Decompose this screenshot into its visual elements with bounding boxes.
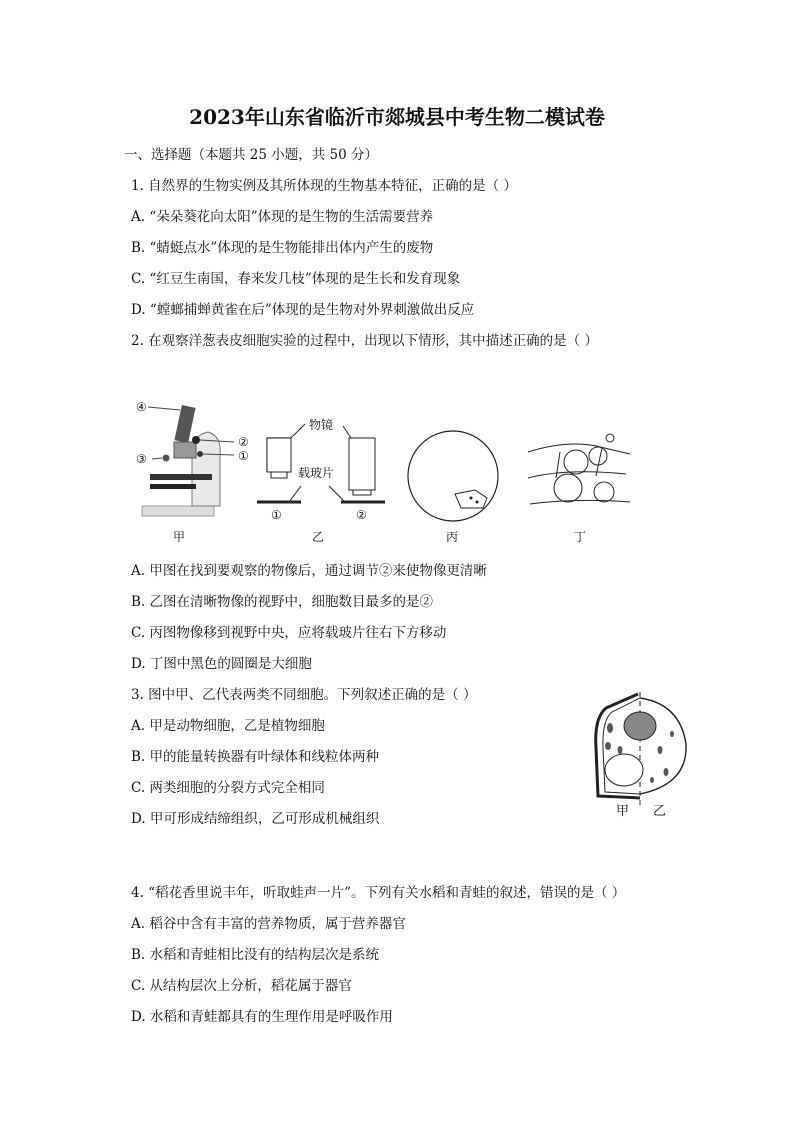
cell-label-jia: 甲 [616, 804, 630, 819]
question-4-option-a: A. 稻谷中含有丰富的营养物质，属于营养器官 [131, 916, 406, 932]
question-1-option-b: B. “蜻蜓点水”体现的是生物能排出体内产生的废物 [131, 240, 434, 256]
lens-label-2: ② [356, 508, 367, 522]
question-4-stem: 4. “稻花香里说丰年，听取蛙声一片”。下列有关水稻和青蛙的叙述，错误的是（ ） [131, 885, 626, 901]
microscope-label-4: ④ [136, 400, 147, 414]
question-2-option-a: A. 甲图在找到要观察的物像后，通过调节②来使物像更清晰 [131, 563, 487, 579]
figure-caption-yi: 乙 [312, 530, 325, 544]
question-2-stem: 2. 在观察洋葱表皮细胞实验的过程中，出现以下情形，其中描述正确的是（ ） [131, 333, 598, 349]
question-3-stem: 3. 图中甲、乙代表两类不同细胞。下列叙述正确的是（ ） [131, 687, 477, 703]
cell-comparison-figure [590, 688, 690, 806]
figure-caption-ding: 丁 [574, 530, 587, 544]
figure-caption-bing: 丙 [446, 530, 459, 544]
question-3-option-d: D. 甲可形成结缔组织，乙可形成机械组织 [131, 811, 380, 827]
question-2-option-d: D. 丁图中黑色的圆圈是大细胞 [131, 656, 312, 672]
question-2-option-b: B. 乙图在清晰物像的视野中，细胞数目最多的是② [131, 594, 434, 610]
question-3-option-c: C. 两类细胞的分裂方式完全相同 [131, 780, 325, 796]
question-2-option-c: C. 丙图物像移到视野中央，应将载玻片往右下方移动 [131, 625, 447, 641]
question-1-option-c: C. “红豆生南国，春来发几枝”体现的是生长和发育现象 [131, 271, 461, 287]
cell-label-yi: 乙 [653, 804, 667, 819]
microscope-label-3: ③ [136, 452, 147, 466]
question-4-option-c: C. 从结构层次上分析，稻花属于器官 [131, 978, 352, 994]
onion-cells-figure [526, 432, 636, 522]
section-heading: 一、选择题（本题共 25 小题，共 50 分） [124, 147, 379, 163]
question-1-option-d: D. “螳螂捕蝉黄雀在后”体现的是生物对外界刺激做出反应 [131, 302, 475, 318]
microscope-label-1: ① [238, 449, 249, 463]
lens-label-1: ① [271, 508, 282, 522]
question-3-option-b: B. 甲的能量转换器有叶绿体和线粒体两种 [131, 749, 380, 765]
question-3-option-a: A. 甲是动物细胞，乙是植物细胞 [131, 718, 325, 734]
question-1-stem: 1. 自然界的生物实例及其所体现的生物基本特征，正确的是（ ） [131, 178, 517, 194]
question-1-option-a: A. “朵朵葵花向太阳”体现的是生物的生活需要营养 [131, 209, 434, 225]
objective-label: 物镜 [309, 418, 334, 432]
page-title: 2023年山东省临沂市郯城县中考生物二模试卷 [189, 105, 605, 129]
figure-caption-jia: 甲 [173, 530, 186, 544]
question-4-option-d: D. 水稻和青蛙都具有的生理作用是呼吸作用 [131, 1009, 393, 1025]
field-of-view-figure [405, 428, 501, 524]
slide-label: 载玻片 [298, 466, 335, 480]
microscope-label-2: ② [238, 435, 249, 449]
question-4-option-b: B. 水稻和青蛙相比没有的结构层次是系统 [131, 947, 380, 963]
